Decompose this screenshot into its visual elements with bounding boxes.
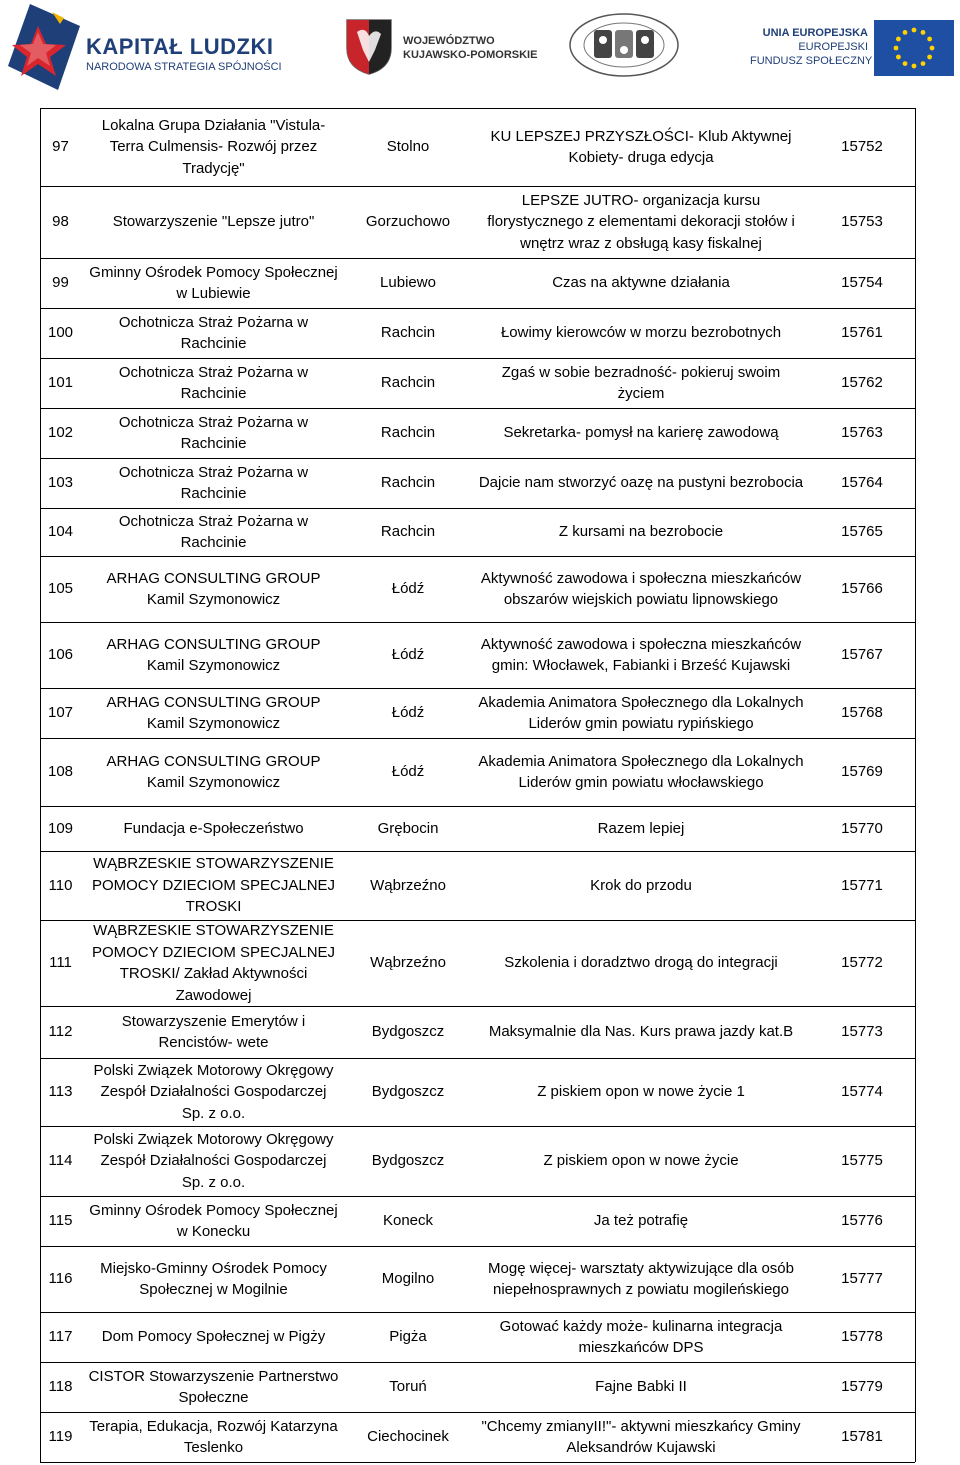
row-right-border	[915, 1126, 916, 1196]
wojewodztwo-line2: KUJAWSKO-POMORSKIE	[403, 49, 538, 61]
row-left-border	[40, 108, 41, 186]
project-title: LEPSZE JUTRO- organizacja kursu florystycznego z elementami dekoracji stołów i wnętrz wraz z obsługą kasy fiskalnej	[487, 191, 795, 252]
table-row	[40, 1246, 915, 1312]
row-number: 99	[52, 274, 69, 292]
project-title: KU LEPSZEJ PRZYSZŁOŚCI- Klub Aktywnej Kobiety- druga edycja	[490, 127, 792, 166]
row-number: 118	[48, 1378, 73, 1396]
row-top-border	[40, 688, 915, 689]
project-title: "Chcemy zmianyII!"- aktywni mieszkańcy Gminy Aleksandrów Kujawski	[481, 1417, 801, 1456]
city-name: Pigża	[389, 1328, 427, 1346]
table-row	[40, 920, 915, 1006]
project-title: Fajne Babki II	[595, 1378, 687, 1396]
table-row	[40, 258, 915, 308]
project-code: 15781	[841, 1428, 883, 1446]
table-row	[40, 851, 915, 920]
row-right-border	[915, 458, 916, 508]
project-title: Gotować każdy może- kulinarna integracja mieszkańców DPS	[499, 1317, 783, 1356]
project-code: 15769	[841, 763, 883, 781]
project-title: Dajcie nam stworzyć oazę na pustyni bezrobocia	[478, 474, 804, 492]
organization-name: Stowarzyszenie Emerytów i Rencistów- wete	[121, 1012, 306, 1051]
row-left-border	[40, 622, 41, 688]
row-right-border	[915, 1196, 916, 1246]
organization-name: Gminny Ośrodek Pomocy Społecznej w Konecku	[89, 1201, 338, 1240]
project-title: Zgaś w sobie bezradność- pokieruj swoim życiem	[501, 363, 781, 402]
row-left-border	[40, 186, 41, 258]
row-top-border	[40, 920, 915, 921]
row-left-border	[40, 258, 41, 308]
project-code: 15777	[841, 1270, 883, 1288]
ue-line3: FUNDUSZ SPOŁECZNY	[750, 55, 873, 67]
row-top-border	[40, 508, 915, 509]
row-top-border	[40, 556, 915, 557]
organization-name: Stowarzyszenie "Lepsze jutro"	[112, 213, 315, 231]
organization-name: Ochotnicza Straż Pożarna w Rachcinie	[118, 363, 309, 402]
row-top-border	[40, 622, 915, 623]
city-name: Bydgoszcz	[371, 1023, 445, 1041]
table-row	[40, 1126, 915, 1196]
project-code: 15778	[841, 1328, 883, 1346]
row-right-border	[915, 308, 916, 358]
row-left-border	[40, 806, 41, 851]
row-left-border	[40, 358, 41, 408]
project-title: Łowimy kierowców w morzu bezrobotnych	[500, 324, 782, 342]
row-number: 103	[47, 474, 74, 492]
city-name: Koneck	[382, 1212, 434, 1230]
row-right-border	[915, 622, 916, 688]
row-left-border	[40, 308, 41, 358]
row-top-border	[40, 408, 915, 409]
row-top-border	[40, 1196, 915, 1197]
table-row	[40, 1006, 915, 1058]
row-number: 109	[47, 819, 74, 837]
project-title: Akademia Animatora Społecznego dla Lokalnych Liderów gmin powiatu włocławskiego	[478, 752, 804, 791]
row-top-border	[40, 1246, 915, 1247]
row-left-border	[40, 1058, 41, 1126]
organization-name: Lokalna Grupa Działania "Vistula-Terra Culmensis- Rozwój przez Tradycję"	[101, 116, 326, 177]
project-code: 15752	[841, 138, 883, 156]
row-left-border	[40, 1362, 41, 1412]
organization-name: Ochotnicza Straż Pożarna w Rachcinie	[118, 413, 309, 452]
table-row	[40, 688, 915, 738]
city-name: Łódź	[391, 646, 425, 664]
row-left-border	[40, 1006, 41, 1058]
row-number: 106	[47, 646, 74, 664]
row-right-border	[915, 1058, 916, 1126]
project-code: 15763	[841, 424, 883, 442]
project-title: Z piskiem opon w nowe życie	[543, 1152, 739, 1170]
row-number: 100	[47, 324, 74, 342]
project-code: 15753	[841, 213, 883, 231]
row-right-border	[915, 688, 916, 738]
row-number: 117	[48, 1328, 73, 1346]
row-left-border	[40, 1312, 41, 1362]
city-name: Ciechocinek	[367, 1428, 449, 1446]
project-title: Aktywność zawodowa i społeczna mieszkańców obszarów wiejskich powiatu lipnowskiego	[480, 569, 802, 608]
table-row	[40, 738, 915, 806]
organization-name: ARHAG CONSULTING GROUP Kamil Szymonowicz	[106, 693, 321, 732]
city-name: Mogilno	[381, 1270, 435, 1288]
row-number: 102	[47, 424, 74, 442]
row-number: 97	[52, 138, 69, 156]
row-number: 111	[49, 954, 72, 972]
table-row	[40, 508, 915, 556]
row-left-border	[40, 920, 41, 1006]
row-right-border	[915, 806, 916, 851]
row-number: 98	[52, 213, 69, 231]
wojewodztwo-line1: WOJEWÓDZTWO	[403, 35, 495, 47]
organization-name: Dom Pomocy Społecznej w Pigży	[101, 1328, 326, 1346]
project-title: Maksymalnie dla Nas. Kurs prawa jazdy kat.B	[488, 1023, 794, 1041]
city-name: Rachcin	[380, 374, 436, 392]
row-top-border	[40, 1362, 915, 1363]
row-right-border	[915, 186, 916, 258]
project-title: Razem lepiej	[597, 819, 685, 837]
organization-name: Fundacja e-Społeczeństwo	[123, 819, 304, 837]
kapital-ludzki-subtitle: NARODOWA STRATEGIA SPÓJNOŚCI	[86, 61, 282, 73]
organization-name: CISTOR Stowarzyszenie Partnerstwo Społeczne	[88, 1367, 339, 1406]
row-right-border	[915, 508, 916, 556]
row-left-border	[40, 688, 41, 738]
row-top-border	[40, 258, 915, 259]
table-row	[40, 186, 915, 258]
row-right-border	[915, 851, 916, 920]
row-left-border	[40, 1246, 41, 1312]
city-name: Stolno	[386, 138, 430, 156]
project-code: 15761	[841, 324, 883, 342]
row-right-border	[915, 1246, 916, 1312]
project-title: Z piskiem opon w nowe życie 1	[537, 1083, 745, 1101]
row-top-border	[40, 186, 915, 187]
city-name: Grębocin	[377, 819, 439, 837]
project-title: Z kursami na bezrobocie	[558, 523, 724, 541]
row-top-border	[40, 1058, 915, 1059]
city-name: Toruń	[389, 1378, 427, 1396]
project-code: 15779	[841, 1378, 883, 1396]
row-top-border	[40, 1006, 915, 1007]
row-right-border	[915, 1312, 916, 1362]
project-title: Mogę więcej- warsztaty aktywizujące dla osób niepełnosprawnych z powiatu mogileńskiego	[488, 1259, 794, 1298]
row-right-border	[915, 258, 916, 308]
row-left-border	[40, 1196, 41, 1246]
city-name: Bydgoszcz	[371, 1083, 445, 1101]
row-top-border	[40, 108, 915, 109]
row-number: 101	[47, 374, 74, 392]
ue-line2: EUROPEJSKI	[798, 41, 868, 53]
project-title: Akademia Animatora Społecznego dla Lokalnych Liderów gmin powiatu rypińskiego	[478, 693, 804, 732]
project-code: 15770	[841, 819, 883, 837]
organization-name: Polski Związek Motorowy Okręgowy Zespół Działalności Gospodarczej Sp. z o.o.	[93, 1061, 334, 1122]
city-name: Rachcin	[380, 474, 436, 492]
project-code: 15766	[841, 580, 883, 598]
project-code: 15775	[841, 1152, 883, 1170]
organization-name: Miejsko-Gminny Ośrodek Pomocy Społecznej w Mogilnie	[100, 1259, 327, 1298]
project-title: Sekretarka- pomysł na karierę zawodową	[503, 424, 779, 442]
row-top-border	[40, 738, 915, 739]
row-number: 108	[47, 763, 74, 781]
project-title: Czas na aktywne działania	[552, 274, 730, 292]
row-number: 105	[47, 580, 74, 598]
table-row	[40, 1058, 915, 1126]
row-left-border	[40, 851, 41, 920]
row-number: 115	[48, 1212, 73, 1230]
organization-name: Ochotnicza Straż Pożarna w Rachcinie	[118, 313, 309, 352]
row-left-border	[40, 556, 41, 622]
organization-name: Gminny Ośrodek Pomocy Społecznej w Lubiewie	[89, 263, 338, 302]
row-left-border	[40, 458, 41, 508]
row-number: 104	[47, 523, 74, 541]
organization-name: ARHAG CONSULTING GROUP Kamil Szymonowicz	[106, 635, 321, 674]
city-name: Gorzuchowo	[365, 213, 451, 231]
city-name: Rachcin	[380, 523, 436, 541]
city-name: Łódź	[391, 704, 425, 722]
row-top-border	[40, 1412, 915, 1413]
city-name: Wąbrzeźno	[370, 954, 446, 972]
row-number: 114	[48, 1152, 73, 1170]
project-code: 15767	[841, 646, 883, 664]
project-code: 15776	[841, 1212, 883, 1230]
row-right-border	[915, 408, 916, 458]
organization-name: WĄBRZESKIE STOWARZYSZENIE POMOCY DZIECIOM SPECJALNEJ TROSKI	[91, 855, 336, 916]
project-code: 15754	[841, 274, 883, 292]
city-name: Bydgoszcz	[371, 1152, 445, 1170]
city-name: Rachcin	[380, 324, 436, 342]
city-name: Łódź	[391, 763, 425, 781]
row-right-border	[915, 1006, 916, 1058]
organization-name: WĄBRZESKIE STOWARZYSZENIE POMOCY DZIECIOM SPECJALNEJ TROSKI/ Zakład Aktywności Zawodowej	[91, 922, 336, 1004]
organization-name: Polski Związek Motorowy Okręgowy Zespół Działalności Gospodarczej Sp. z o.o.	[93, 1130, 334, 1191]
row-top-border	[40, 358, 915, 359]
row-right-border	[915, 556, 916, 622]
ue-line1: UNIA EUROPEJSKA	[762, 27, 868, 39]
row-right-border	[915, 1412, 916, 1462]
table-row	[40, 556, 915, 622]
city-name: Rachcin	[380, 424, 436, 442]
row-left-border	[40, 1126, 41, 1196]
row-number: 113	[48, 1083, 73, 1101]
row-number: 112	[48, 1023, 73, 1041]
kapital-ludzki-title: KAPITAŁ LUDZKI	[86, 34, 274, 59]
project-title: Krok do przodu	[590, 876, 692, 894]
row-right-border	[915, 108, 916, 186]
row-top-border	[40, 458, 915, 459]
project-code: 15768	[841, 704, 883, 722]
project-code: 15762	[841, 374, 883, 392]
project-code: 15764	[841, 474, 883, 492]
row-top-border	[40, 851, 915, 852]
organization-name: Ochotnicza Straż Pożarna w Rachcinie	[118, 463, 309, 502]
city-name: Wąbrzeźno	[370, 876, 446, 894]
row-right-border	[915, 358, 916, 408]
project-code: 15774	[841, 1083, 883, 1101]
organization-name: ARHAG CONSULTING GROUP Kamil Szymonowicz	[106, 752, 321, 791]
table-row	[40, 408, 915, 458]
project-title: Ja też potrafię	[593, 1212, 689, 1230]
row-top-border	[40, 1126, 915, 1127]
project-code: 15773	[841, 1023, 883, 1041]
project-title: Aktywność zawodowa i społeczna mieszkańców gmin: Włocławek, Fabianki i Brześć Kujawski	[480, 635, 802, 674]
table-row	[40, 1312, 915, 1362]
row-left-border	[40, 408, 41, 458]
row-right-border	[915, 1362, 916, 1412]
organization-name: Ochotnicza Straż Pożarna w Rachcinie	[118, 512, 309, 551]
table-row	[40, 1412, 915, 1462]
row-top-border	[40, 308, 915, 309]
row-number: 107	[47, 704, 74, 722]
table-row	[40, 108, 915, 186]
project-code: 15765	[841, 523, 883, 541]
row-number: 110	[48, 876, 73, 894]
organization-name: ARHAG CONSULTING GROUP Kamil Szymonowicz	[106, 569, 321, 608]
row-bottom-border	[40, 1462, 915, 1463]
organization-name: Terapia, Edukacja, Rozwój Katarzyna Teslenko	[89, 1417, 338, 1456]
row-number: 116	[48, 1270, 73, 1288]
row-right-border	[915, 738, 916, 806]
row-right-border	[915, 920, 916, 1006]
project-title: Szkolenia i doradztwo drogą do integracji	[504, 954, 778, 972]
row-left-border	[40, 508, 41, 556]
table-row	[40, 622, 915, 688]
table-row	[40, 1362, 915, 1412]
table-row	[40, 806, 915, 851]
project-code: 15771	[841, 876, 883, 894]
table-row	[40, 1196, 915, 1246]
row-left-border	[40, 738, 41, 806]
table-row	[40, 308, 915, 358]
row-number: 119	[48, 1428, 73, 1446]
row-top-border	[40, 1312, 915, 1313]
row-left-border	[40, 1412, 41, 1462]
table-row	[40, 458, 915, 508]
city-name: Łódź	[391, 580, 425, 598]
city-name: Lubiewo	[380, 274, 436, 292]
table-row	[40, 358, 915, 408]
project-code: 15772	[841, 954, 883, 972]
